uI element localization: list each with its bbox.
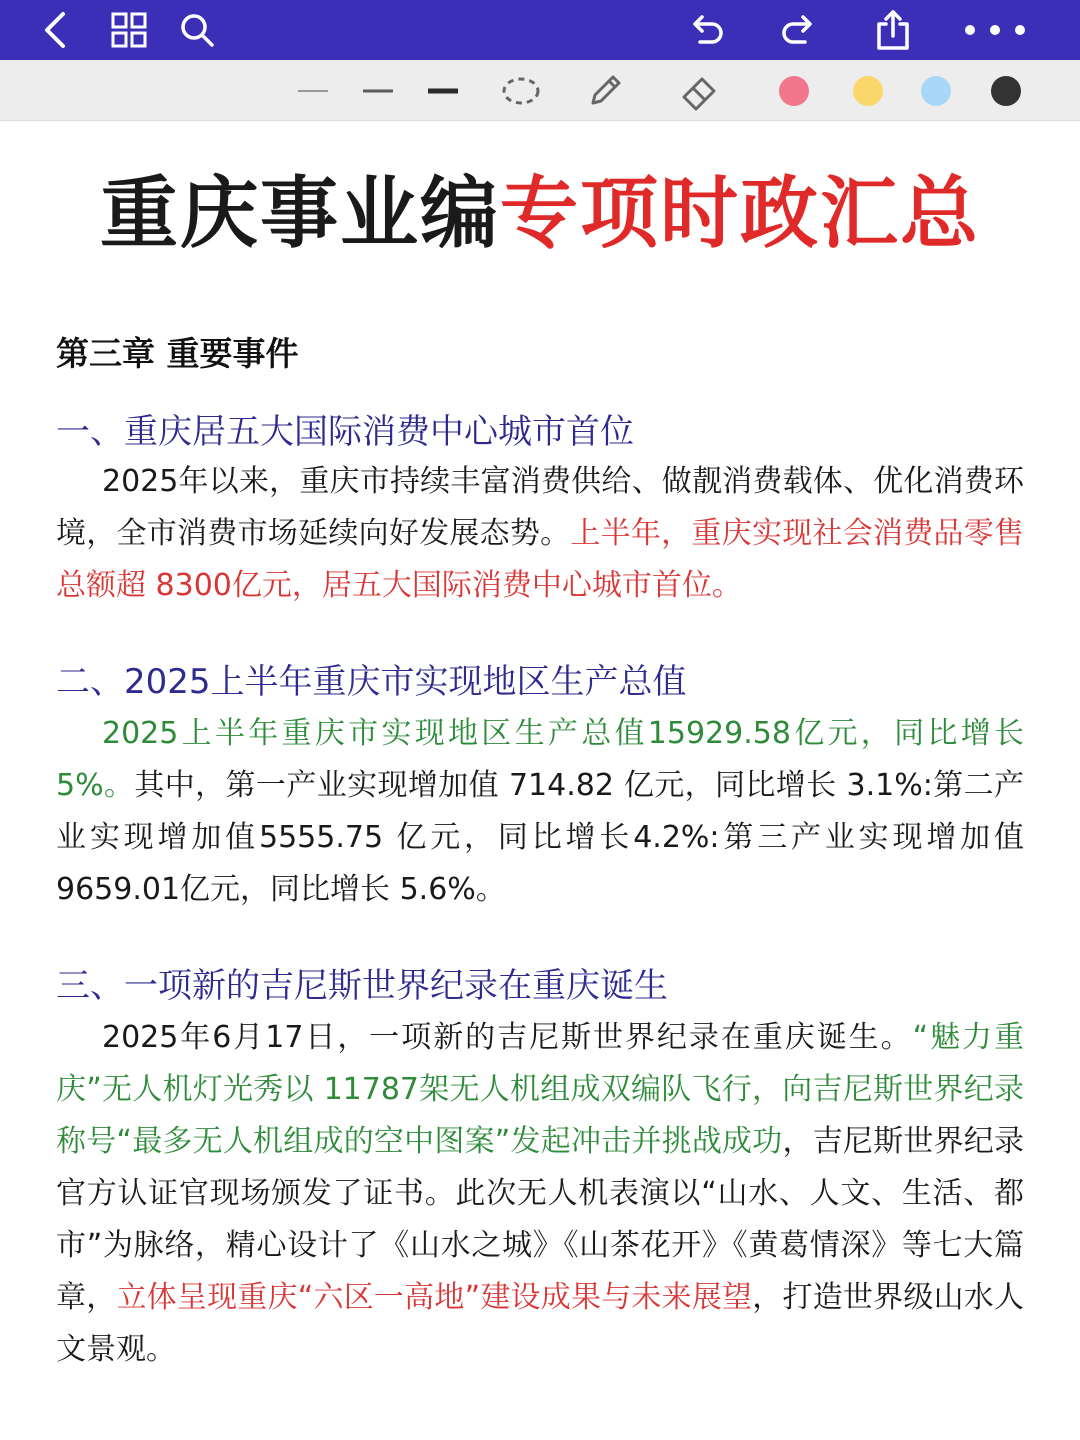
section-1-text: 2025年以来，重庆市持续丰富消费供给、做靓消费载体、优化消费环境，全市消费市场延续向好发展态势。 [56, 464, 1024, 551]
section-1-heading: 一、重庆居五大国际消费中心城市首位 [56, 412, 634, 452]
page-title [0, 169, 1080, 259]
section-3-text-a: 2025年6月17日，一项新的吉尼斯世界纪录在重庆诞生。 [102, 1020, 913, 1055]
thick-line-tool[interactable] [420, 68, 466, 114]
top-app-bar [0, 0, 1080, 60]
search-icon[interactable] [173, 6, 221, 54]
more-icon[interactable] [962, 6, 1032, 54]
redo-icon[interactable] [775, 6, 823, 54]
title-red-part: 专项时政汇总 [500, 169, 981, 259]
section-2-paragraph [56, 708, 1024, 916]
section-2-highlight: 2025上半年重庆市实现地区生产总值15929.58亿元，同比增长5%。 [56, 716, 1024, 803]
section-3-text-c: ，打造世界级山水人文景观。 [56, 1280, 1025, 1367]
share-icon[interactable] [869, 6, 917, 54]
chapter-heading: 第三章 重要事件 [56, 334, 299, 373]
lasso-icon[interactable] [498, 68, 544, 114]
back-icon[interactable] [32, 6, 80, 54]
pencil-icon[interactable] [582, 68, 628, 114]
document-page [0, 120, 1080, 1440]
eraser-icon[interactable] [676, 68, 722, 114]
section-2-heading: 二、2025上半年重庆市实现地区生产总值 [56, 662, 687, 702]
section-1-highlight: 上半年，重庆实现社会消费品零售总额超 8300亿元，居五大国际消费中心城市首位。 [56, 516, 1025, 603]
color-black-swatch[interactable] [983, 68, 1029, 114]
color-pink-swatch[interactable] [771, 68, 817, 114]
section-1-paragraph [56, 456, 1024, 612]
undo-icon[interactable] [682, 6, 730, 54]
section-2-text: 其中，第一产业实现增加值 714.82 亿元，同比增长 3.1%:第二产业实现增加值5555.75 亿元，同比增长4.2%:第三产业实现增加值 9659.01亿元，同比增长 5.6%。 [56, 768, 1024, 907]
drawing-toolbar [0, 60, 1080, 121]
color-blue-swatch[interactable] [913, 68, 959, 114]
section-3-paragraph [56, 1012, 1024, 1376]
title-black-part: 重庆事业编 [99, 169, 500, 259]
color-yellow-swatch[interactable] [845, 68, 891, 114]
thin-line-tool[interactable] [290, 68, 336, 114]
section-3-highlight-red: 立体呈现重庆“六区一高地”建设成果与未来展望 [116, 1280, 753, 1315]
grid-icon[interactable] [105, 6, 153, 54]
medium-line-tool[interactable] [355, 68, 401, 114]
section-3-text-b: ，吉尼斯世界纪录官方认证官现场颁发了证书。此次无人机表演以“山水、人文、生活、都市”为脉络，精心设计了《山水之城》《山茶花开》《黄葛情深》等七大篇章， [56, 1124, 1024, 1315]
section-3-highlight-green: “魅力重庆”无人机灯光秀以 11787架无人机组成双编队飞行，向吉尼斯世界纪录称号“最多无人机组成的空中图案”发起冲击并挑战成功 [56, 1020, 1025, 1159]
section-3-heading: 三、一项新的吉尼斯世界纪录在重庆诞生 [56, 966, 668, 1006]
